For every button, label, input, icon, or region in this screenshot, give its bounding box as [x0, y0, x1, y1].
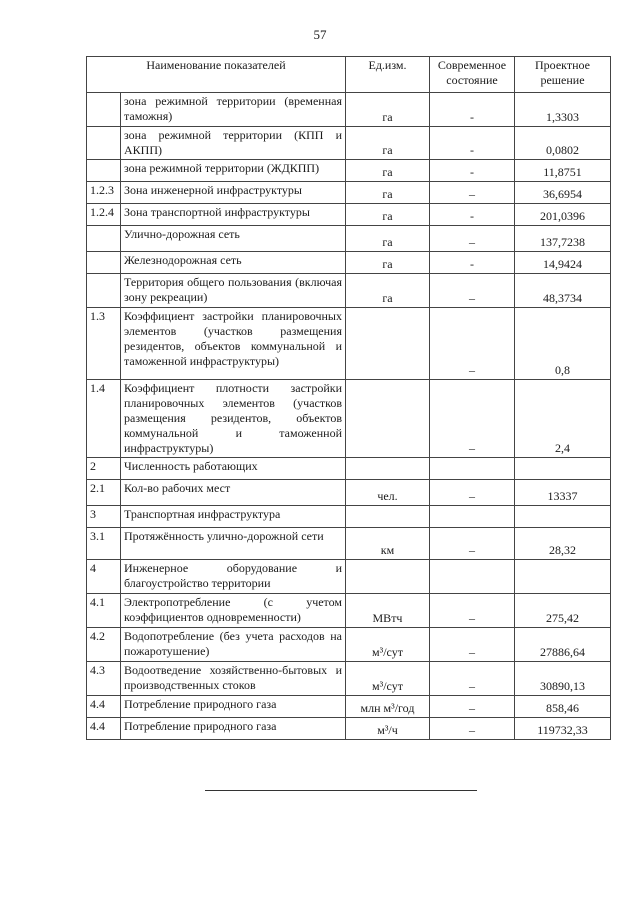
row-name: Водоотведение хозяйственно-бытовых и производственных стоков — [121, 662, 346, 696]
row-number: 4.4 — [87, 718, 121, 740]
row-current — [430, 560, 515, 594]
row-unit: га — [346, 274, 430, 308]
row-name: Протяжённость улично-дорожной сети — [121, 528, 346, 560]
row-current: - — [430, 204, 515, 226]
row-number: 4.3 — [87, 662, 121, 696]
row-current: – — [430, 696, 515, 718]
row-project: 11,8751 — [515, 160, 611, 182]
row-project: 858,46 — [515, 696, 611, 718]
row-number: 4 — [87, 560, 121, 594]
row-name: Потребление природного газа — [121, 696, 346, 718]
table-row — [87, 380, 611, 458]
header-current: Современное состояние — [430, 57, 515, 93]
row-project: 48,3734 — [515, 274, 611, 308]
row-current: – — [430, 480, 515, 506]
row-name: Водопотребление (без учета расходов на пожаротушение) — [121, 628, 346, 662]
table-row — [87, 506, 611, 528]
row-number: 4.1 — [87, 594, 121, 628]
header-name: Наименование показателей — [87, 57, 346, 93]
page-number: 57 — [313, 27, 327, 42]
row-name: Инженерное оборудование и благоустройство территории — [121, 560, 346, 594]
row-unit: га — [346, 182, 430, 204]
row-name: Железнодорожная сеть — [121, 252, 346, 274]
table-row — [87, 252, 611, 274]
row-unit: км — [346, 528, 430, 560]
row-current: – — [430, 380, 515, 458]
row-unit: га — [346, 204, 430, 226]
table-row — [87, 718, 611, 740]
row-current: - — [430, 93, 515, 127]
row-unit: га — [346, 160, 430, 182]
row-number — [87, 252, 121, 274]
row-project: 28,32 — [515, 528, 611, 560]
table-row — [87, 160, 611, 182]
row-unit — [346, 458, 430, 480]
row-unit: м³/сут — [346, 662, 430, 696]
table-row — [87, 528, 611, 560]
row-number — [87, 93, 121, 127]
table-row — [87, 628, 611, 662]
row-number: 3 — [87, 506, 121, 528]
header-project: Проектное решение — [515, 57, 611, 93]
table-row — [87, 127, 611, 160]
row-number: 4.2 — [87, 628, 121, 662]
table-row — [87, 204, 611, 226]
table-row — [87, 560, 611, 594]
row-current: - — [430, 160, 515, 182]
row-unit: га — [346, 226, 430, 252]
row-unit: га — [346, 252, 430, 274]
row-unit: м³/сут — [346, 628, 430, 662]
row-current — [430, 458, 515, 480]
row-number — [87, 226, 121, 252]
row-project: 275,42 — [515, 594, 611, 628]
row-project: 30890,13 — [515, 662, 611, 696]
row-project: 201,0396 — [515, 204, 611, 226]
row-number: 1.2.4 — [87, 204, 121, 226]
table-row — [87, 226, 611, 252]
table-row — [87, 308, 611, 380]
row-name: Зона инженерной инфраструктуры — [121, 182, 346, 204]
row-name: зона режимной территории (временная таможня) — [121, 93, 346, 127]
row-unit: МВтч — [346, 594, 430, 628]
row-number — [87, 160, 121, 182]
row-name: Коэффициент застройки планировочных элементов (участков размещения резидентов, объектов коммунальной и таможенной инфраструктуры) — [121, 308, 346, 380]
row-number: 1.2.3 — [87, 182, 121, 204]
row-current: – — [430, 662, 515, 696]
row-project: 0,0802 — [515, 127, 611, 160]
table-row — [87, 662, 611, 696]
table-row — [87, 458, 611, 480]
row-number — [87, 274, 121, 308]
row-project: 119732,33 — [515, 718, 611, 740]
table-row — [87, 480, 611, 506]
row-number: 4.4 — [87, 696, 121, 718]
row-name: Численность работающих — [121, 458, 346, 480]
table-row — [87, 93, 611, 127]
table-row — [87, 696, 611, 718]
indicators-table — [86, 56, 611, 740]
footer-divider — [205, 790, 477, 791]
row-name: Потребление природного газа — [121, 718, 346, 740]
row-current — [430, 506, 515, 528]
row-project: 0,8 — [515, 308, 611, 380]
header-unit: Ед.изм. — [346, 57, 430, 93]
row-name: зона режимной территории (ЖДКПП) — [121, 160, 346, 182]
row-current: – — [430, 226, 515, 252]
table-row — [87, 594, 611, 628]
row-current: – — [430, 594, 515, 628]
table-header-row — [87, 57, 611, 93]
row-unit: чел. — [346, 480, 430, 506]
row-name: Территория общего пользования (включая зону рекреации) — [121, 274, 346, 308]
row-current: – — [430, 528, 515, 560]
row-unit: м³/ч — [346, 718, 430, 740]
table-row — [87, 182, 611, 204]
row-number: 3.1 — [87, 528, 121, 560]
row-project: 137,7238 — [515, 226, 611, 252]
row-project: 2,4 — [515, 380, 611, 458]
row-unit — [346, 560, 430, 594]
row-project: 36,6954 — [515, 182, 611, 204]
row-current: - — [430, 252, 515, 274]
row-unit: млн м³/год — [346, 696, 430, 718]
row-name: Улично-дорожная сеть — [121, 226, 346, 252]
row-project: 27886,64 — [515, 628, 611, 662]
row-current: – — [430, 182, 515, 204]
row-name: Коэффициент плотности застройки планировочных элементов (участков размещения резидентов, объектов коммунальной и таможенной инфраструктуры) — [121, 380, 346, 458]
row-name: зона режимной территории (КПП и АКПП) — [121, 127, 346, 160]
row-project — [515, 458, 611, 480]
row-name: Кол-во рабочих мест — [121, 480, 346, 506]
row-number: 1.3 — [87, 308, 121, 380]
row-current: – — [430, 628, 515, 662]
row-number — [87, 127, 121, 160]
row-number: 2 — [87, 458, 121, 480]
row-unit — [346, 380, 430, 458]
row-name: Электропотребление (с учетом коэффициентов одновременности) — [121, 594, 346, 628]
row-number: 1.4 — [87, 380, 121, 458]
row-current: – — [430, 274, 515, 308]
row-unit: га — [346, 93, 430, 127]
table-row — [87, 274, 611, 308]
row-current: – — [430, 308, 515, 380]
row-project: 14,9424 — [515, 252, 611, 274]
row-project — [515, 506, 611, 528]
row-current: – — [430, 718, 515, 740]
row-project: 13337 — [515, 480, 611, 506]
row-project: 1,3303 — [515, 93, 611, 127]
row-unit — [346, 308, 430, 380]
row-unit: га — [346, 127, 430, 160]
row-current: - — [430, 127, 515, 160]
row-project — [515, 560, 611, 594]
row-number: 2.1 — [87, 480, 121, 506]
row-name: Транспортная инфраструктура — [121, 506, 346, 528]
row-name: Зона транспортной инфраструктуры — [121, 204, 346, 226]
row-unit — [346, 506, 430, 528]
